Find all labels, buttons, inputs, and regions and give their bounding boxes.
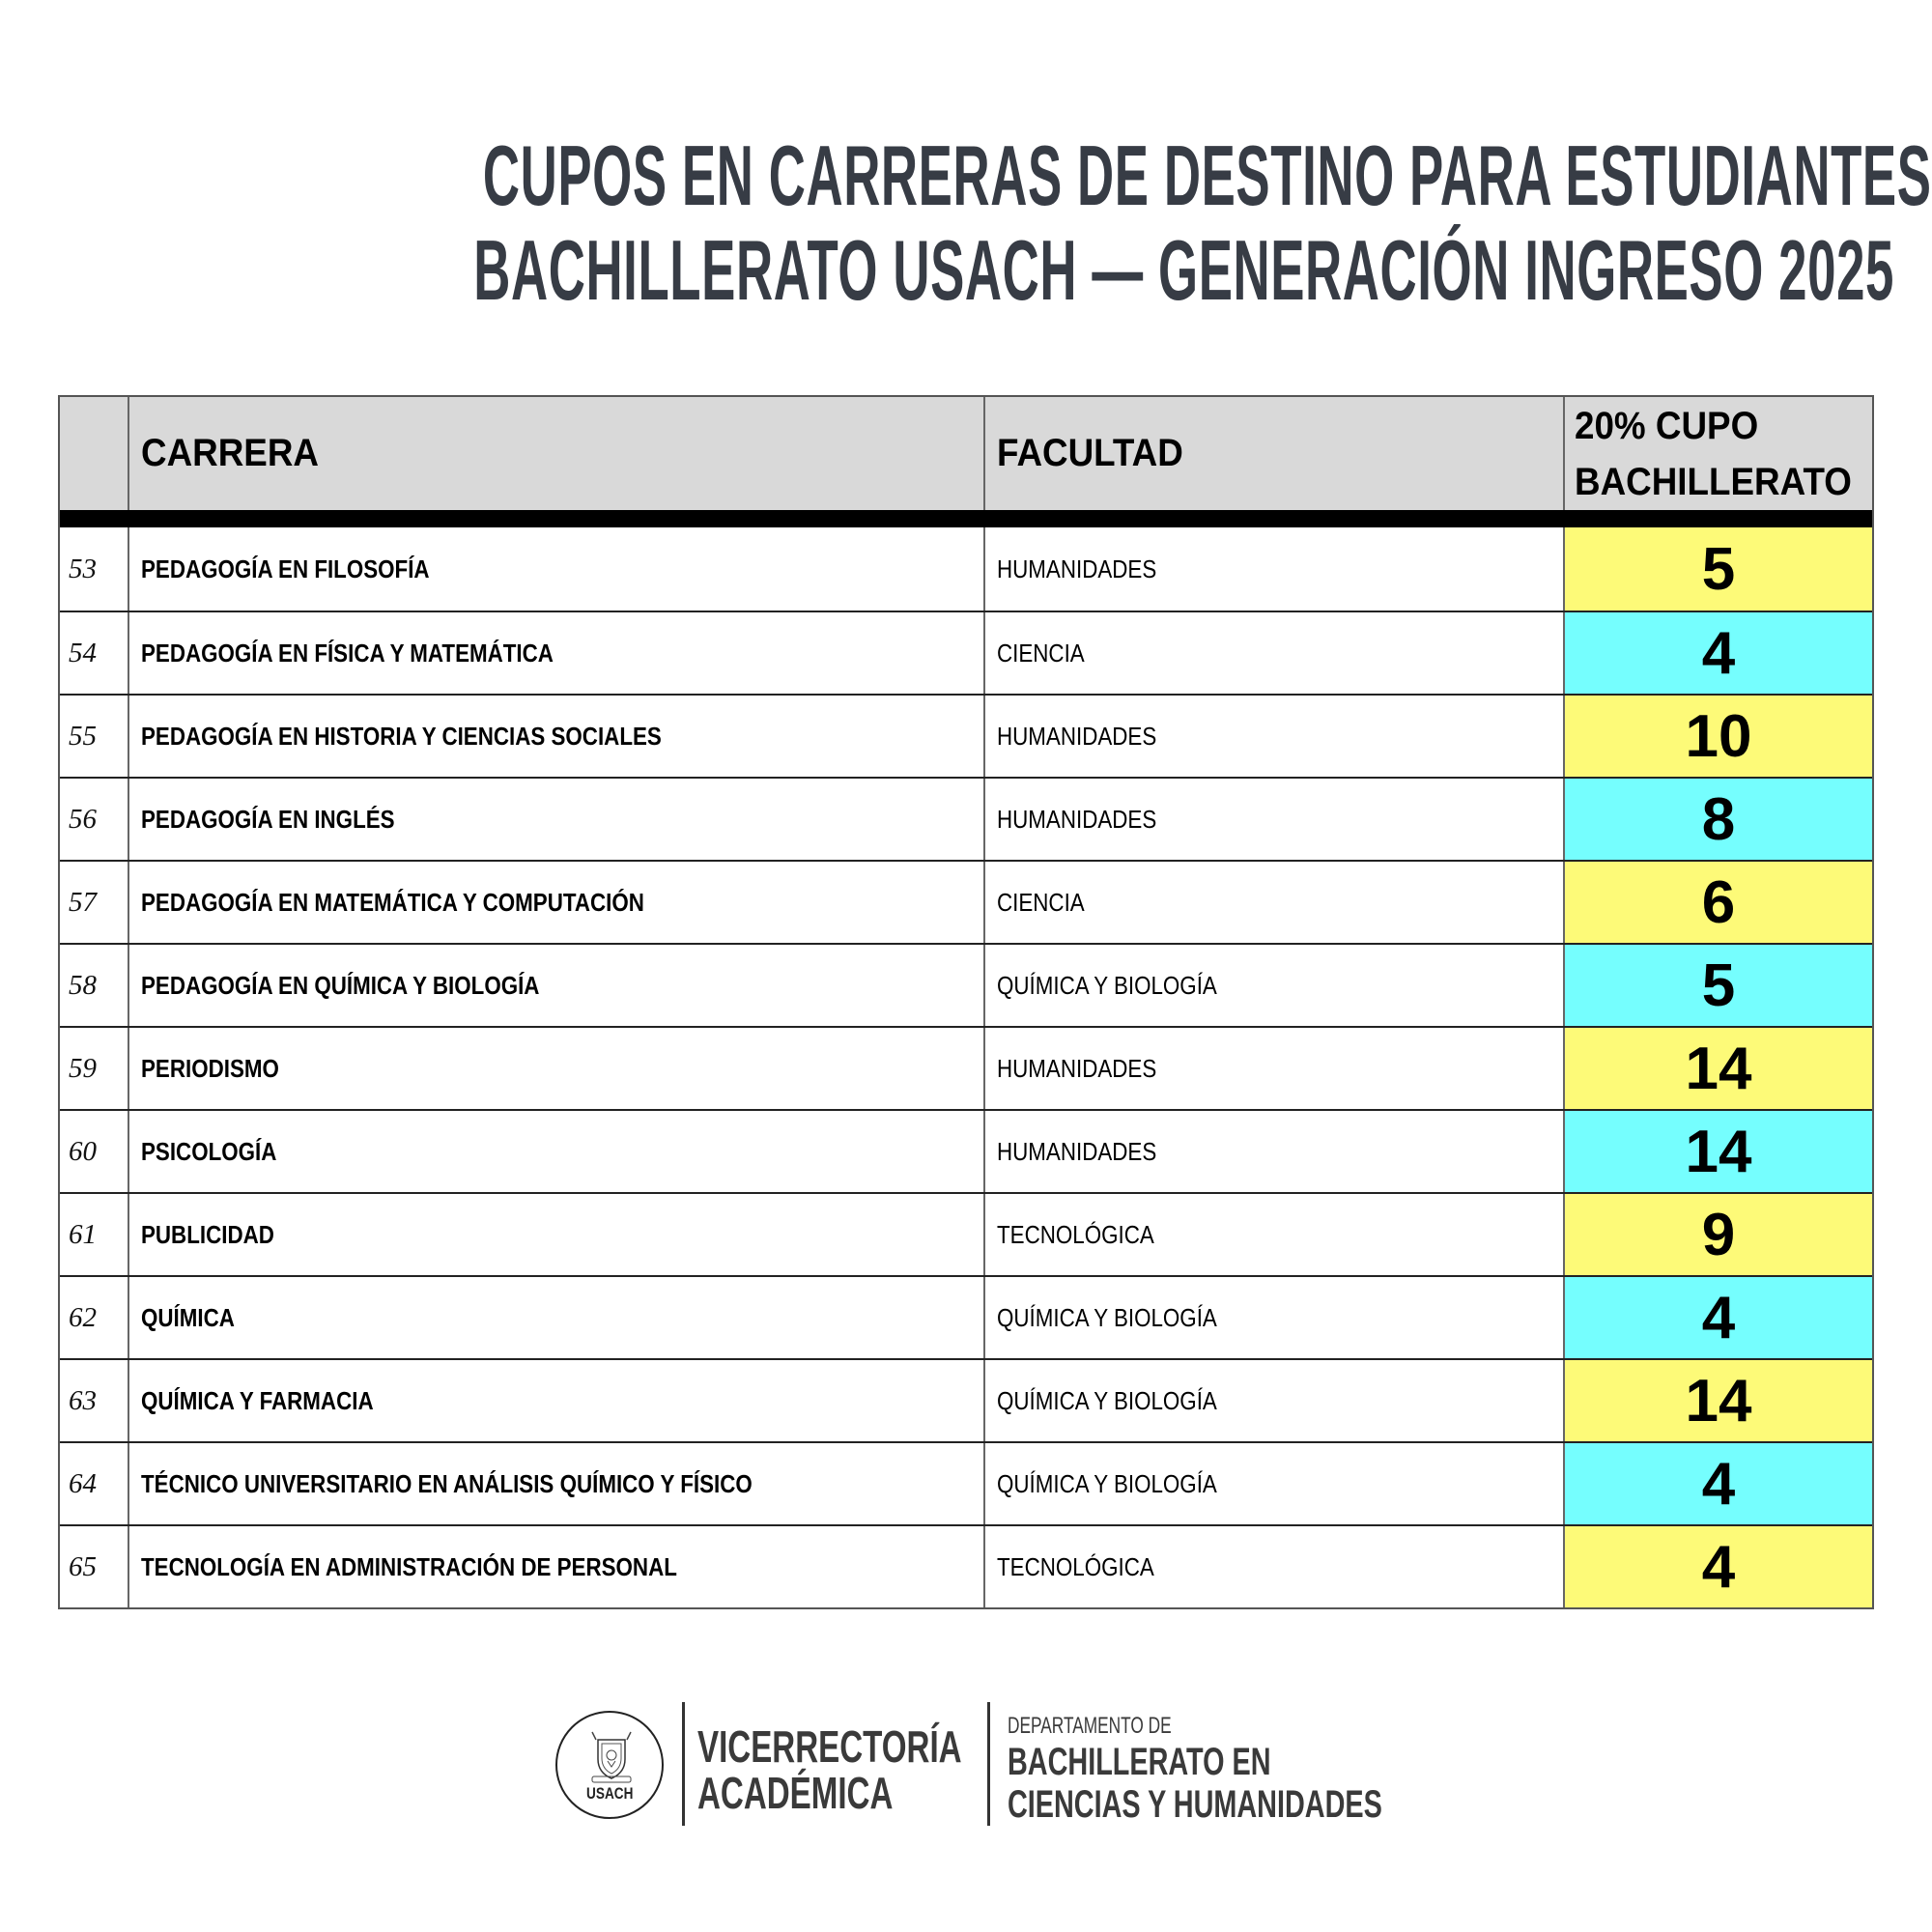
facultad-cell <box>985 862 1565 943</box>
carrera-cell <box>129 696 985 777</box>
table-row <box>60 1026 1872 1109</box>
carrera-cell-text: PEDAGOGÍA EN FÍSICA Y MATEMÁTICA <box>141 638 554 668</box>
table-row <box>60 527 1872 611</box>
facultad-cell-text: CIENCIA <box>997 638 1085 668</box>
table-row <box>60 694 1872 777</box>
carrera-cell-text: PEDAGOGÍA EN INGLÉS <box>141 804 395 834</box>
carrera-cell <box>129 1360 985 1441</box>
cupo-cell: 9 <box>1565 1194 1872 1275</box>
facultad-cell-text: HUMANIDADES <box>997 1136 1157 1166</box>
cupo-cell: 14 <box>1565 1028 1872 1109</box>
dept-line-2: CIENCIAS Y HUMANIDADES <box>1008 1783 1382 1826</box>
facultad-cell <box>985 1277 1565 1358</box>
facultad-cell <box>985 1028 1565 1109</box>
cupo-cell: 8 <box>1565 779 1872 860</box>
table-row <box>60 943 1872 1026</box>
footer-divider-1 <box>682 1702 685 1826</box>
table-row <box>60 1109 1872 1192</box>
footer-divider-2 <box>987 1702 990 1826</box>
header-divider-bar <box>60 510 1872 527</box>
row-number: 60 <box>60 1111 129 1192</box>
row-number: 58 <box>60 945 129 1026</box>
carrera-cell <box>129 779 985 860</box>
carrera-cell-text: PEDAGOGÍA EN FILOSOFÍA <box>141 554 430 583</box>
facultad-cell <box>985 696 1565 777</box>
title-text-2: BACHILLERATO USACH — GENERACIÓN INGRESO 2025 <box>473 222 1895 318</box>
carrera-cell-text: PSICOLOGÍA <box>141 1136 277 1166</box>
facultad-cell-text: HUMANIDADES <box>997 554 1157 583</box>
carrera-cell <box>129 527 985 611</box>
carrera-cell <box>129 1111 985 1192</box>
dept-small-line: DEPARTAMENTO DE <box>1008 1713 1172 1739</box>
carrera-cell-text: PEDAGOGÍA EN MATEMÁTICA Y COMPUTACIÓN <box>141 887 644 917</box>
row-number: 65 <box>60 1526 129 1607</box>
vice-line-2: ACADÉMICA <box>697 1768 894 1818</box>
header-cupo <box>1565 397 1872 510</box>
cupo-cell: 4 <box>1565 612 1872 694</box>
header-number <box>60 397 129 510</box>
row-number: 61 <box>60 1194 129 1275</box>
facultad-cell <box>985 1360 1565 1441</box>
header-carrera-text: CARRERA <box>141 432 319 474</box>
table-row <box>60 1358 1872 1441</box>
carrera-cell <box>129 1194 985 1275</box>
table-row <box>60 1441 1872 1524</box>
usach-logo-label: USACH <box>585 1784 634 1803</box>
cupo-cell: 6 <box>1565 862 1872 943</box>
facultad-cell-text: QUÍMICA Y BIOLOGÍA <box>997 970 1217 1000</box>
carrera-cell <box>129 612 985 694</box>
facultad-cell-text: QUÍMICA Y BIOLOGÍA <box>997 1385 1217 1415</box>
facultad-cell-text: TECNOLÓGICA <box>997 1219 1154 1249</box>
cupo-cell: 5 <box>1565 945 1872 1026</box>
header-carrera <box>129 397 985 510</box>
vice-line-1: VICERRECTORÍA <box>697 1721 962 1772</box>
title-line-2 <box>0 222 1932 318</box>
cupos-table <box>58 395 1874 1609</box>
row-number: 56 <box>60 779 129 860</box>
carrera-cell-text: TÉCNICO UNIVERSITARIO EN ANÁLISIS QUÍMICO Y FÍSICO <box>141 1468 753 1498</box>
facultad-cell <box>985 1194 1565 1275</box>
carrera-cell <box>129 1277 985 1358</box>
table-row <box>60 777 1872 860</box>
cupo-cell: 4 <box>1565 1277 1872 1358</box>
cupo-cell: 14 <box>1565 1111 1872 1192</box>
facultad-cell-text: QUÍMICA Y BIOLOGÍA <box>997 1468 1217 1498</box>
usach-logo <box>555 1711 664 1819</box>
carrera-cell <box>129 1028 985 1109</box>
table-header <box>60 397 1872 510</box>
facultad-cell-text: HUMANIDADES <box>997 804 1157 834</box>
carrera-cell-text: PEDAGOGÍA EN HISTORIA Y CIENCIAS SOCIALES <box>141 721 662 751</box>
carrera-cell-text: PEDAGOGÍA EN QUÍMICA Y BIOLOGÍA <box>141 970 540 1000</box>
facultad-cell-text: QUÍMICA Y BIOLOGÍA <box>997 1302 1217 1332</box>
carrera-cell-text: TECNOLOGÍA EN ADMINISTRACIÓN DE PERSONAL <box>141 1551 677 1581</box>
facultad-cell-text: TECNOLÓGICA <box>997 1551 1154 1581</box>
header-facultad <box>985 397 1565 510</box>
header-cupo-line1: 20% CUPO <box>1575 404 1759 447</box>
facultad-cell <box>985 612 1565 694</box>
departamento-label <box>1008 1712 1528 1826</box>
cupo-cell: 10 <box>1565 696 1872 777</box>
facultad-cell <box>985 527 1565 611</box>
table-row <box>60 860 1872 943</box>
dept-line-1: BACHILLERATO EN <box>1008 1741 1271 1783</box>
cupo-cell: 14 <box>1565 1360 1872 1441</box>
row-number: 62 <box>60 1277 129 1358</box>
row-number: 55 <box>60 696 129 777</box>
carrera-cell <box>129 1443 985 1524</box>
carrera-cell <box>129 945 985 1026</box>
carrera-cell-text: PUBLICIDAD <box>141 1219 274 1249</box>
table-body <box>60 527 1872 1607</box>
header-cupo-line2: BACHILLERATO <box>1575 460 1852 503</box>
facultad-cell <box>985 779 1565 860</box>
row-number: 59 <box>60 1028 129 1109</box>
title-line-1 <box>0 128 1932 223</box>
row-number: 53 <box>60 527 129 611</box>
row-number: 63 <box>60 1360 129 1441</box>
facultad-cell-text: HUMANIDADES <box>997 1053 1157 1083</box>
table-row <box>60 1192 1872 1275</box>
carrera-cell <box>129 1526 985 1607</box>
row-number: 64 <box>60 1443 129 1524</box>
cupo-cell: 5 <box>1565 527 1872 611</box>
carrera-cell-text: PERIODISMO <box>141 1053 279 1083</box>
table-row <box>60 611 1872 694</box>
row-number: 57 <box>60 862 129 943</box>
facultad-cell <box>985 1526 1565 1607</box>
facultad-cell <box>985 1443 1565 1524</box>
usach-crest-icon <box>590 1730 633 1784</box>
row-number: 54 <box>60 612 129 694</box>
carrera-cell <box>129 862 985 943</box>
cupo-cell: 4 <box>1565 1443 1872 1524</box>
facultad-cell-text: CIENCIA <box>997 887 1085 917</box>
carrera-cell-text: QUÍMICA Y FARMACIA <box>141 1385 374 1415</box>
header-facultad-text: FACULTAD <box>997 432 1183 474</box>
carrera-cell-text: QUÍMICA <box>141 1302 235 1332</box>
table-row <box>60 1275 1872 1358</box>
facultad-cell <box>985 1111 1565 1192</box>
usach-logo-text <box>557 1784 662 1804</box>
cupo-cell: 4 <box>1565 1526 1872 1607</box>
table-row <box>60 1524 1872 1607</box>
title-text-1: CUPOS EN CARRERAS DE DESTINO PARA ESTUDIANTES <box>482 128 1932 223</box>
facultad-cell-text: HUMANIDADES <box>997 721 1157 751</box>
facultad-cell <box>985 945 1565 1026</box>
